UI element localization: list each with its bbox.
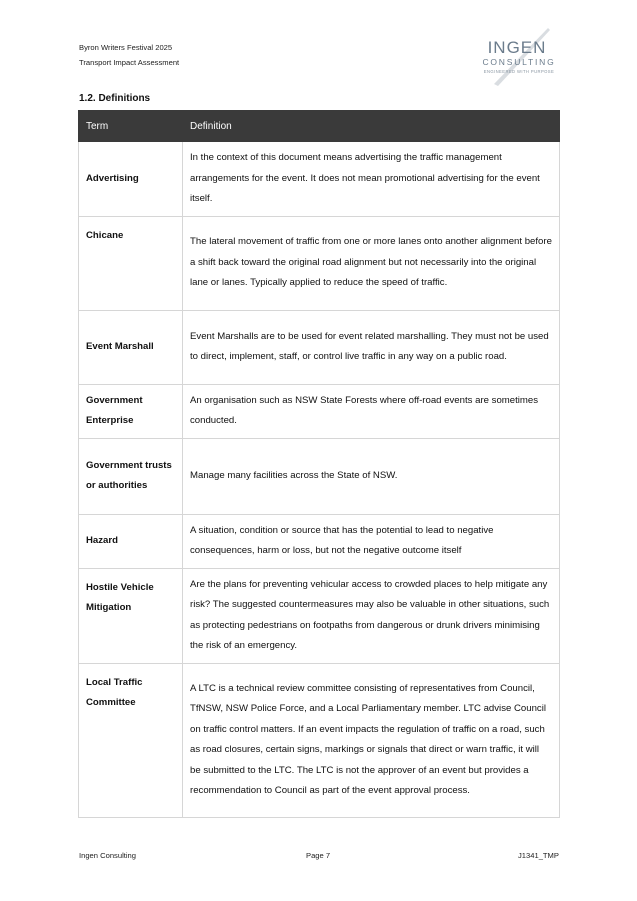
logo-tagline: ENGINEERED WITH PURPOSE bbox=[483, 69, 555, 74]
footer-company: Ingen Consulting bbox=[79, 851, 136, 860]
term-cell: Advertising bbox=[79, 142, 183, 217]
table-row bbox=[79, 384, 560, 438]
table-row bbox=[79, 568, 560, 663]
logo-word-consulting: CONSULTING bbox=[482, 57, 556, 67]
document-header bbox=[79, 40, 179, 70]
ingen-consulting-logo bbox=[472, 26, 567, 88]
definition-cell: A situation, condition or source that has the potential to lead to negative consequences, harm or loss, but not the negative outcome itself bbox=[183, 514, 560, 568]
header-document-type: Transport Impact Assessment bbox=[79, 58, 180, 67]
term-cell: Hostile Vehicle Mitigation bbox=[79, 568, 183, 663]
header-festival-name: Byron Writers Festival 2025 bbox=[79, 43, 173, 52]
footer-page-number: Page 7 bbox=[306, 851, 331, 860]
table-row bbox=[79, 438, 560, 514]
definition-cell: In the context of this document means advertising the traffic management arrangements for the event. It does not mean promotional advertising for the event itself. bbox=[183, 142, 560, 217]
table-row bbox=[79, 310, 560, 384]
term-cell: Local Traffic Committee bbox=[79, 663, 183, 817]
column-header-term: Term bbox=[79, 111, 183, 142]
term-cell: Hazard bbox=[79, 514, 183, 568]
column-header-definition: Definition bbox=[183, 111, 560, 142]
term-cell: Government trusts or authorities bbox=[79, 438, 183, 514]
definition-cell: The lateral movement of traffic from one or more lanes onto another alignment before a shift back toward the original road alignment but not necessarily into the original lane or lanes. Typically applied to reduce the speed of traffic. bbox=[183, 216, 560, 310]
table-row bbox=[79, 216, 560, 310]
term-cell: Chicane bbox=[79, 216, 183, 310]
section-title: 1.2. Definitions bbox=[79, 93, 151, 104]
definition-cell: Manage many facilities across the State of NSW. bbox=[183, 438, 560, 514]
definition-cell: Event Marshalls are to be used for event related marshalling. They must not be used to direct, implement, staff, or control live traffic in any way on a public road. bbox=[183, 310, 560, 384]
term-cell: Event Marshall bbox=[79, 310, 183, 384]
table-row bbox=[79, 663, 560, 817]
table-row bbox=[79, 142, 560, 217]
logo-word-ingen: INGEN bbox=[487, 38, 547, 57]
definition-cell: Are the plans for preventing vehicular access to crowded places to help mitigate any risk? The suggested countermeasures may also be valuable in other situations, such as protecting pedestrians on footpaths from dangerous or drunk drivers minimising the risk of an emergency. bbox=[183, 568, 560, 663]
definition-cell: A LTC is a technical review committee consisting of representatives from Council, TfNSW, NSW Police Force, and a Local Parliamentary member. LTC advise Council on traffic control matters. If an event impacts the regulation of traffic on a road, such as road closures, certain signs, markings or signals that direct or warn traffic, it will be submitted to the LTC. The LTC is not the approver of an event but provides a recommendation to Council as part of the event approval process. bbox=[183, 663, 560, 817]
term-cell: Government Enterprise bbox=[79, 384, 183, 438]
definitions-table bbox=[78, 110, 560, 818]
footer-document-code: J1341_TMP bbox=[518, 851, 559, 860]
table-header-row bbox=[79, 111, 560, 142]
table-row bbox=[79, 514, 560, 568]
definition-cell: An organisation such as NSW State Forests where off-road events are sometimes conducted. bbox=[183, 384, 560, 438]
